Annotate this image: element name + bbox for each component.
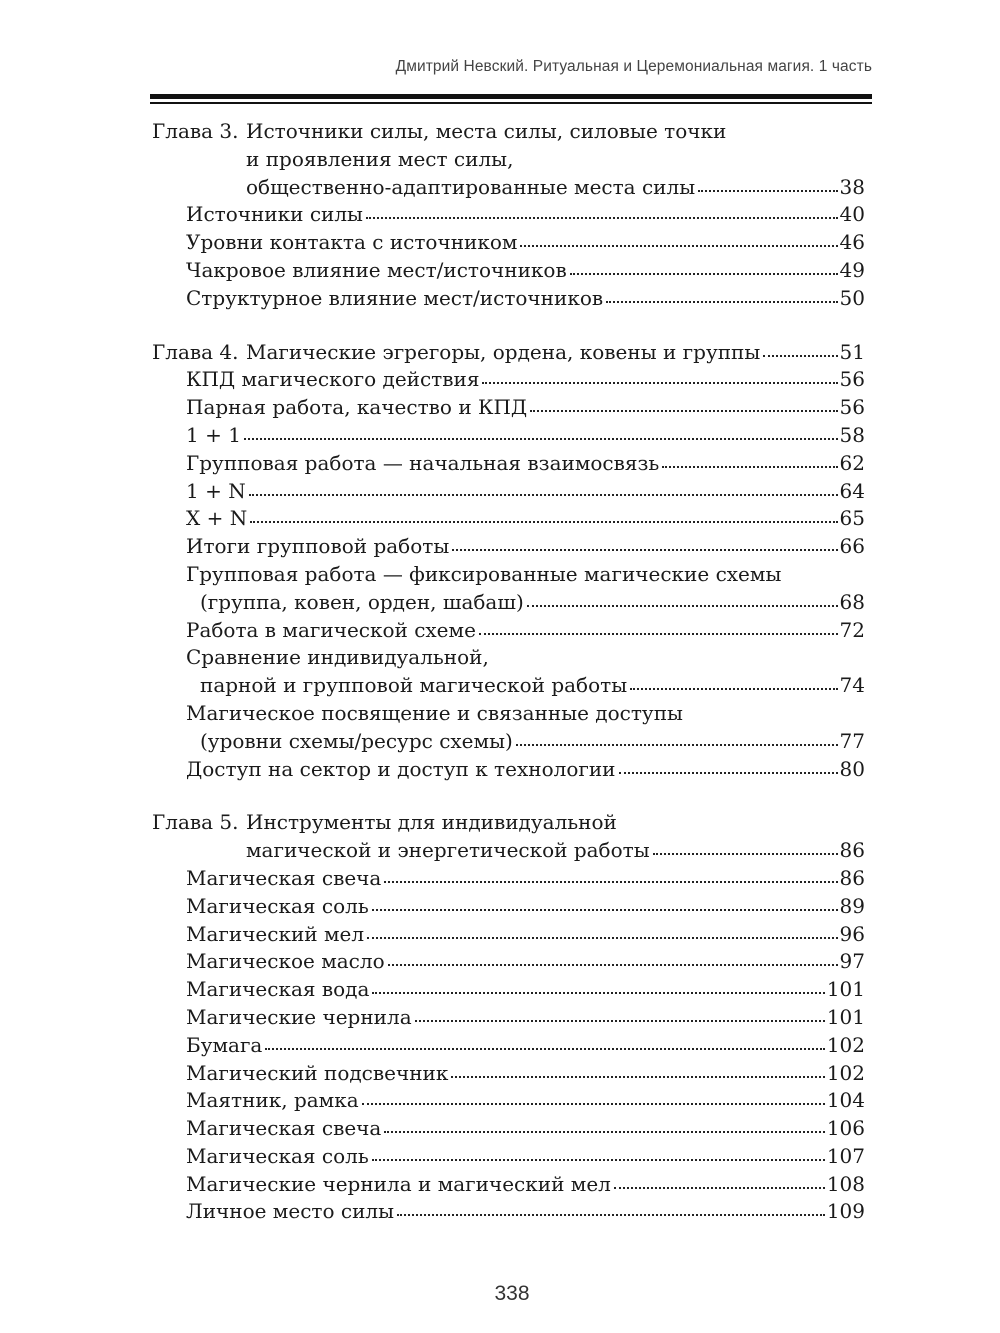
toc-entry-title: Чакровое влияние мест/источников	[186, 257, 567, 282]
dot-leader	[570, 273, 838, 275]
dot-leader	[372, 1159, 825, 1161]
chapter-title-text: Магические эгрегоры, ордена, ковены и группы	[246, 339, 761, 364]
dot-leader	[516, 744, 838, 746]
toc-entry-title: Уровни контакта с источником	[186, 230, 518, 255]
toc-entry-page-number: 66	[839, 534, 865, 559]
toc-entry-title: Магическое посвящение и связанные доступы	[186, 700, 683, 725]
toc-entry-page-number: 107	[826, 1143, 865, 1168]
toc-entry-title: Маятник, рамка	[186, 1088, 359, 1113]
toc-entry-page-number: 80	[839, 756, 865, 781]
toc-entry	[152, 533, 865, 561]
toc-entry-line	[186, 589, 865, 617]
toc-entry-line	[186, 285, 865, 313]
dot-leader	[662, 466, 837, 468]
chapter-title-text: Инструменты для индивидуальной	[246, 810, 617, 835]
toc-entry	[152, 700, 865, 756]
chapter-title-line	[246, 146, 865, 174]
toc-entry-page-number: 56	[839, 395, 865, 420]
toc-entry-line	[186, 257, 865, 285]
toc-entry	[152, 229, 865, 257]
toc-entry-page-number: 97	[839, 949, 865, 974]
toc-entry-block	[186, 422, 865, 450]
dot-leader	[397, 1214, 825, 1216]
toc-chapter	[152, 118, 865, 313]
toc-entry-line	[186, 394, 865, 422]
toc-entry-title: парной и групповой магической работы	[200, 673, 628, 698]
toc-entry	[152, 1060, 865, 1088]
chapter-title	[246, 809, 865, 865]
toc-entry-title: Магические чернила	[186, 1004, 412, 1029]
toc-entry-block	[186, 1115, 865, 1143]
toc-entry-page-number: 102	[826, 1032, 865, 1057]
toc-entry	[152, 893, 865, 921]
toc-entry-title: КПД магического действия	[186, 367, 480, 392]
toc-entry-block	[186, 1004, 865, 1032]
toc-entry-page-number: 108	[826, 1171, 865, 1196]
toc-entry-block	[186, 1143, 865, 1171]
chapter-title	[246, 118, 865, 201]
toc-entry	[152, 1032, 865, 1060]
toc-entry-block	[186, 921, 865, 949]
toc-entry-page-number: 46	[839, 230, 865, 255]
chapter-label: Глава 5.	[152, 810, 239, 835]
chapter-heading	[152, 118, 865, 201]
chapter-title	[246, 339, 865, 367]
toc-entry-page-number: 96	[839, 921, 865, 946]
toc-entry-line	[186, 505, 865, 533]
dot-leader	[482, 382, 837, 384]
toc-entry-line	[186, 229, 865, 257]
toc-entry-line	[186, 1171, 865, 1199]
toc-entry-block	[186, 617, 865, 645]
dot-leader	[619, 772, 838, 774]
toc-entry-line	[186, 865, 865, 893]
toc-entry-title: Доступ на сектор и доступ к технологии	[186, 756, 616, 781]
toc-entry-page-number: 104	[826, 1088, 865, 1113]
toc-entry-title: Магическое масло	[186, 949, 385, 974]
chapter-label: Глава 3.	[152, 119, 239, 143]
toc-entry-title: Бумага	[186, 1032, 263, 1057]
chapter-heading	[152, 809, 865, 865]
toc-entry-block	[186, 644, 865, 700]
toc-entry	[152, 865, 865, 893]
dot-leader	[367, 937, 837, 939]
dot-leader	[451, 1076, 824, 1078]
table-of-contents	[152, 118, 865, 1226]
chapter-title-line	[246, 118, 865, 146]
toc-entry-block	[186, 700, 865, 756]
toc-entry-page-number: 49	[839, 257, 865, 282]
dot-leader	[244, 438, 838, 440]
toc-entry-block	[186, 478, 865, 506]
chapter-title-line	[246, 174, 865, 202]
dot-leader	[653, 853, 838, 855]
toc-entry	[152, 450, 865, 478]
page-number: 338	[494, 1282, 530, 1305]
toc-entry-line	[186, 1032, 865, 1060]
dot-leader	[388, 964, 838, 966]
toc-entry-line	[186, 700, 865, 728]
toc-entry-title: Магическая соль	[186, 1143, 369, 1168]
dot-leader	[265, 1048, 824, 1050]
chapter-page-number: 86	[839, 838, 865, 863]
toc-entry-line	[186, 893, 865, 921]
toc-entry-line	[186, 422, 865, 450]
toc-entry-page-number: 64	[839, 478, 865, 503]
chapter-title-text: Источники силы, места силы, силовые точки	[246, 119, 727, 143]
toc-entry-line	[186, 201, 865, 229]
toc-entry-line	[186, 948, 865, 976]
toc-entry-page-number: 62	[839, 450, 865, 475]
toc-entry-page-number: 68	[839, 589, 865, 614]
toc-entry	[152, 366, 865, 394]
toc-chapter	[152, 339, 865, 784]
chapter-page-number: 38	[839, 174, 865, 199]
dot-leader	[384, 1131, 825, 1133]
toc-entry-line	[186, 672, 865, 700]
toc-entry-title: Групповая работа — начальная взаимосвязь	[186, 450, 660, 475]
toc-entry-title: Парная работа, качество и КПД	[186, 395, 528, 420]
toc-entry-line	[186, 450, 865, 478]
toc-entry	[152, 257, 865, 285]
toc-entry-title: Источники силы	[186, 202, 363, 227]
toc-entry-page-number: 102	[826, 1060, 865, 1085]
chapter-title-text: общественно-адаптированные места силы	[246, 174, 696, 199]
toc-entry	[152, 285, 865, 313]
toc-entry-page-number: 65	[839, 506, 865, 531]
toc-entry-block	[186, 257, 865, 285]
toc-entry-page-number: 101	[826, 1004, 865, 1029]
toc-entry-block	[186, 893, 865, 921]
dot-leader	[606, 301, 837, 303]
toc-entry-title: Магическая вода	[186, 977, 370, 1002]
toc-entry	[152, 201, 865, 229]
toc-entry-page-number: 109	[826, 1199, 865, 1224]
toc-entry-title: Сравнение индивидуальной,	[186, 645, 489, 670]
toc-entry	[152, 1004, 865, 1032]
toc-entry-line	[186, 617, 865, 645]
toc-entry-title: Личное место силы	[186, 1199, 395, 1224]
toc-entry	[152, 617, 865, 645]
toc-entry-block	[186, 1032, 865, 1060]
toc-entry-line	[186, 1004, 865, 1032]
toc-entry-block	[186, 229, 865, 257]
toc-entry-line	[186, 1087, 865, 1115]
toc-entry-line	[186, 478, 865, 506]
dot-leader	[763, 355, 837, 357]
toc-entry	[152, 394, 865, 422]
toc-entry-page-number: 40	[839, 202, 865, 227]
toc-entry-title: 1 + N	[186, 478, 246, 503]
chapter-title-text: и проявления мест силы,	[246, 146, 514, 171]
chapter-title-text: магической и энергетической работы	[246, 838, 650, 863]
toc-entry-title: Структурное влияние мест/источников	[186, 285, 604, 310]
dot-leader	[452, 549, 837, 551]
dot-leader	[614, 1187, 825, 1189]
toc-entry-page-number: 74	[839, 673, 865, 698]
toc-entry	[152, 422, 865, 450]
toc-entry-page-number: 58	[839, 422, 865, 447]
toc-entry-block	[186, 533, 865, 561]
toc-entry-block	[186, 1087, 865, 1115]
chapter-title-line	[246, 837, 865, 865]
toc-entry-title: 1 + 1	[186, 422, 241, 447]
toc-entry	[152, 948, 865, 976]
toc-entry-page-number: 72	[839, 617, 865, 642]
chapter-label: Глава 4.	[152, 339, 239, 364]
toc-entry	[152, 756, 865, 784]
toc-entry-line	[186, 1060, 865, 1088]
dot-leader	[372, 909, 838, 911]
toc-entry-line	[186, 561, 865, 589]
toc-entry-line	[186, 756, 865, 784]
toc-entry-line	[186, 1143, 865, 1171]
toc-entry-block	[186, 865, 865, 893]
toc-entry-block	[186, 366, 865, 394]
toc-entry-page-number: 50	[839, 285, 865, 310]
toc-chapter	[152, 809, 865, 1226]
toc-entry	[152, 1171, 865, 1199]
header-rule-thin	[150, 102, 872, 104]
dot-leader	[630, 688, 837, 690]
running-head: Дмитрий Невский. Ритуальная и Церемониальная магия. 1 часть	[395, 58, 872, 75]
toc-entry-line	[186, 921, 865, 949]
dot-leader	[415, 1020, 825, 1022]
toc-entry-title: Итоги групповой работы	[186, 534, 450, 559]
toc-entry-title: Групповая работа — фиксированные магические схемы	[186, 561, 782, 586]
toc-entry-title: Магическая свеча	[186, 865, 382, 890]
dot-leader	[249, 494, 838, 496]
dot-leader	[372, 992, 824, 994]
toc-entry-line	[186, 728, 865, 756]
toc-entry-title: Магический подсвечник	[186, 1060, 449, 1085]
toc-entry-title: Магическая соль	[186, 893, 369, 918]
toc-entry-block	[186, 948, 865, 976]
toc-entry-title: Магическая свеча	[186, 1116, 382, 1141]
dot-leader	[250, 521, 837, 523]
chapter-page-number: 51	[839, 339, 865, 364]
toc-entry-line	[186, 1115, 865, 1143]
toc-entry-title: Работа в магической схеме	[186, 617, 476, 642]
toc-entry-page-number: 89	[839, 893, 865, 918]
toc-entry-title: (уровни схемы/ресурс схемы)	[200, 728, 513, 753]
toc-entry-page-number: 77	[839, 728, 865, 753]
toc-entry-line	[186, 366, 865, 394]
toc-entry	[152, 1198, 865, 1226]
header-rule-thick	[150, 94, 872, 99]
dot-leader	[384, 881, 837, 883]
toc-entry-block	[186, 505, 865, 533]
toc-entry-block	[186, 561, 865, 617]
dot-leader	[520, 245, 837, 247]
toc-entry-page-number: 86	[839, 865, 865, 890]
toc-entry-title: Магические чернила и магический мел	[186, 1171, 611, 1196]
toc-entry-block	[186, 1198, 865, 1226]
toc-entry-title: X + N	[186, 506, 248, 531]
toc-entry-block	[186, 1171, 865, 1199]
toc-entry	[152, 1115, 865, 1143]
chapter-title-line	[246, 339, 865, 367]
toc-entry-block	[186, 394, 865, 422]
toc-entry-block	[186, 201, 865, 229]
toc-entry-page-number: 106	[826, 1116, 865, 1141]
chapter-title-line	[246, 809, 865, 837]
toc-entry-line	[186, 1198, 865, 1226]
toc-entry-title: Магический мел	[186, 921, 365, 946]
toc-entry-line	[186, 533, 865, 561]
toc-entry-line	[186, 644, 865, 672]
toc-entry-block	[186, 450, 865, 478]
dot-leader	[366, 217, 838, 219]
toc-entry	[152, 1087, 865, 1115]
toc-entry	[152, 976, 865, 1004]
dot-leader	[698, 190, 837, 192]
toc-entry-block	[186, 285, 865, 313]
toc-entry	[152, 478, 865, 506]
dot-leader	[479, 633, 838, 635]
toc-entry	[152, 561, 865, 617]
chapter-heading	[152, 339, 865, 367]
dot-leader	[530, 410, 837, 412]
toc-entry-line	[186, 976, 865, 1004]
dot-leader	[362, 1103, 825, 1105]
dot-leader	[527, 605, 838, 607]
toc-entry-block	[186, 976, 865, 1004]
toc-entry	[152, 921, 865, 949]
toc-entry-page-number: 56	[839, 367, 865, 392]
toc-entry-page-number: 101	[826, 977, 865, 1002]
toc-entry-block	[186, 1060, 865, 1088]
toc-entry	[152, 505, 865, 533]
toc-entry	[152, 644, 865, 700]
toc-entry	[152, 1143, 865, 1171]
toc-entry-block	[186, 756, 865, 784]
toc-entry-title: (группа, ковен, орден, шабаш)	[200, 589, 524, 614]
